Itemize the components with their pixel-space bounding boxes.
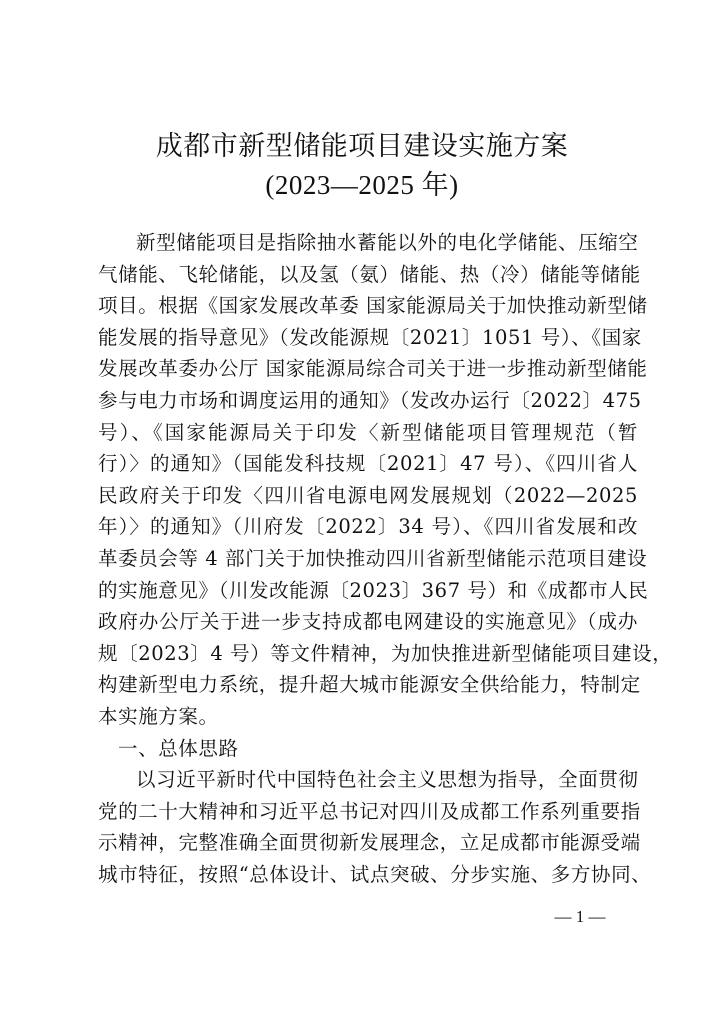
paragraph-line: 政府办公厅关于进一步支持成都电网建设的实施意见》（成办 — [98, 610, 638, 634]
paragraph-line: 的实施意见》（川发改能源〔2023〕367 号）和《成都市人民 — [98, 578, 649, 602]
paragraph-line: 本实施方案。 — [98, 704, 219, 728]
paragraph-line: 气储能、飞轮储能，以及氢（氨）储能、热（冷）储能等储能 — [98, 262, 641, 286]
document-title — [0, 128, 724, 204]
paragraph-overall-approach — [98, 764, 652, 890]
title-main: 成都市新型储能项目建设实施方案 — [155, 131, 569, 162]
paragraph-line: 党的二十大精神和习近平总书记对四川及成都工作系列重要指 — [98, 799, 641, 823]
paragraph-line: 构建新型电力系统，提升超大城市能源安全供给能力，特制定 — [98, 673, 641, 697]
paragraph-line: 年）〉的通知》（川府发〔2022〕34 号）、《四川省发展和改 — [98, 515, 638, 539]
paragraph-line: 项目。根据《国家发展改革委 国家能源局关于加快推动新型储 — [98, 294, 648, 318]
paragraph-line: 参与电力市场和调度运用的通知》（发改办运行〔2022〕475 — [98, 388, 642, 412]
paragraph-line: 新型储能项目是指除抽水蓄能以外的电化学储能、压缩空 — [136, 231, 639, 254]
paragraph-line: 行）〉的通知》（国能发科技规〔2021〕47 号）、《四川省人 — [98, 452, 638, 476]
paragraph-line: 示精神，完整准确全面贯彻新发展理念，立足成都市能源受端 — [98, 831, 641, 855]
paragraph-line: 革委员会等 4 部门关于加快推动四川省新型储能示范项目建设 — [98, 546, 648, 570]
page-number: — 1 — — [554, 907, 606, 926]
paragraph-intro — [98, 227, 673, 733]
paragraph-line: 能发展的指导意见》（发改能源规〔2021〕1051 号）、《国家 — [98, 325, 642, 349]
paragraph-line: 发展改革委办公厅 国家能源局综合司关于进一步推动新型储能 — [98, 357, 648, 381]
paragraph-line: 城市特征，按照“总体设计、试点突破、分步实施、多方协同、 — [98, 862, 652, 886]
paragraph-line: 号）、《国家能源局关于印发〈新型储能项目管理规范（暂 — [98, 420, 638, 444]
body-text — [98, 227, 673, 890]
paragraph-line: 以习近平新时代中国特色社会主义思想为指导，全面贯彻 — [136, 768, 639, 792]
paragraph-line: 规〔2023〕4 号）等文件精神，为加快推进新型储能项目建设， — [98, 641, 673, 665]
section-heading: 一、总体思路 — [118, 736, 239, 760]
title-years: (2023—2025 年) — [265, 170, 459, 200]
paragraph-line: 民政府关于印发〈四川省电源电网发展规划（2022—2025 — [98, 483, 638, 507]
